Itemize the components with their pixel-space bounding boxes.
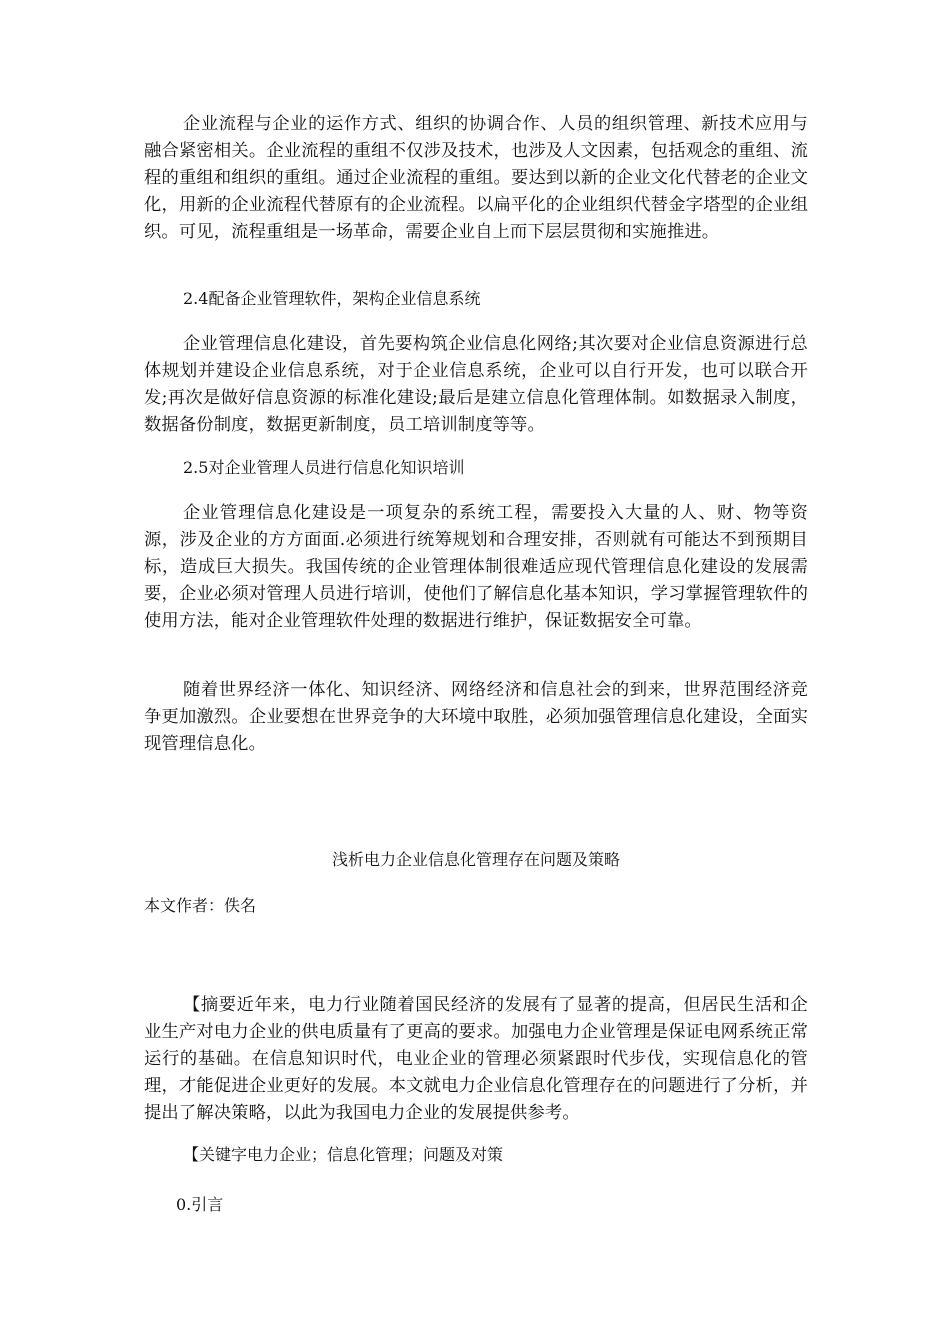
heading-2-5: 2.5对企业管理人员进行信息化知识培训 — [183, 458, 465, 477]
paragraph-conclusion: 随着世界经济一体化、知识经济、网络经济和信息社会的到来，世界范围经济竞争更加激烈。企业要想在世界竞争的大环境中取胜，必须加强管理信息化建设，全面实现管理信息化。 — [144, 680, 808, 754]
keywords-line: 【关键字电力企业；信息化管理；问题及对策 — [183, 1145, 504, 1164]
paragraph-process-reengineering: 企业流程与企业的运作方式、组织的协调合作、人员的组织管理、新技术应用与融合紧密相关。企业流程的重组不仅涉及技术，也涉及人文因素，包括观念的重组、流程的重组和组织的重组。通过企业流程的重组。要达到以新的企业文化代替老的企业文化，用新的企业流程代替原有的企业流程。以扁平化的企业组织代替金字塔型的企业组织。可见，流程重组是一场革命，需要企业自上而下层层贯彻和实施推进。 — [144, 114, 808, 242]
heading-2-4: 2.4配备企业管理软件，架构企业信息系统 — [183, 289, 481, 308]
paragraph-training: 企业管理信息化建设是一项复杂的系统工程，需要投入大量的人、财、物等资源，涉及企业的方方面面.必须进行统筹规划和合理安排，否则就有可能达不到预期目标，造成巨大损失。我国传统的企业管理体制很难适应现代管理信息化建设的发展需要，企业必须对管理人员进行培训，使他们了解信息化基本知识，学习掌握管理软件的使用方法，能对企业管理软件处理的数据进行维护，保证数据安全可靠。 — [144, 503, 808, 631]
author-line: 本文作者：佚名 — [144, 896, 257, 915]
paragraph-info-system: 企业管理信息化建设，首先要构筑企业信息化网络;其次要对企业信息资源进行总体规划并建设企业信息系统，对于企业信息系统，企业可以自行开发，也可以联合开发;再次是做好信息资源的标准化建设;最后是建立信息化管理体制。如数据录入制度，数据备份制度，数据更新制度，员工培训制度等等。 — [144, 334, 808, 435]
article-title: 浅析电力企业信息化管理存在问题及策略 — [331, 850, 620, 869]
abstract-paragraph: 【摘要近年来，电力行业随着国民经济的发展有了显著的提高，但居民生活和企业生产对电力企业的供电质量有了更高的要求。加强电力企业管理是保证电网系统正常运行的基础。在信息知识时代，电业企业的管理必须紧跟时代步伐，实现信息化的管理，才能促进企业更好的发展。本文就电力企业信息化管理存在的问题进行了分析，并提出了解决策略，以此为我国电力企业的发展提供参考。 — [144, 995, 808, 1123]
section-introduction: 0.引言 — [176, 1195, 224, 1214]
